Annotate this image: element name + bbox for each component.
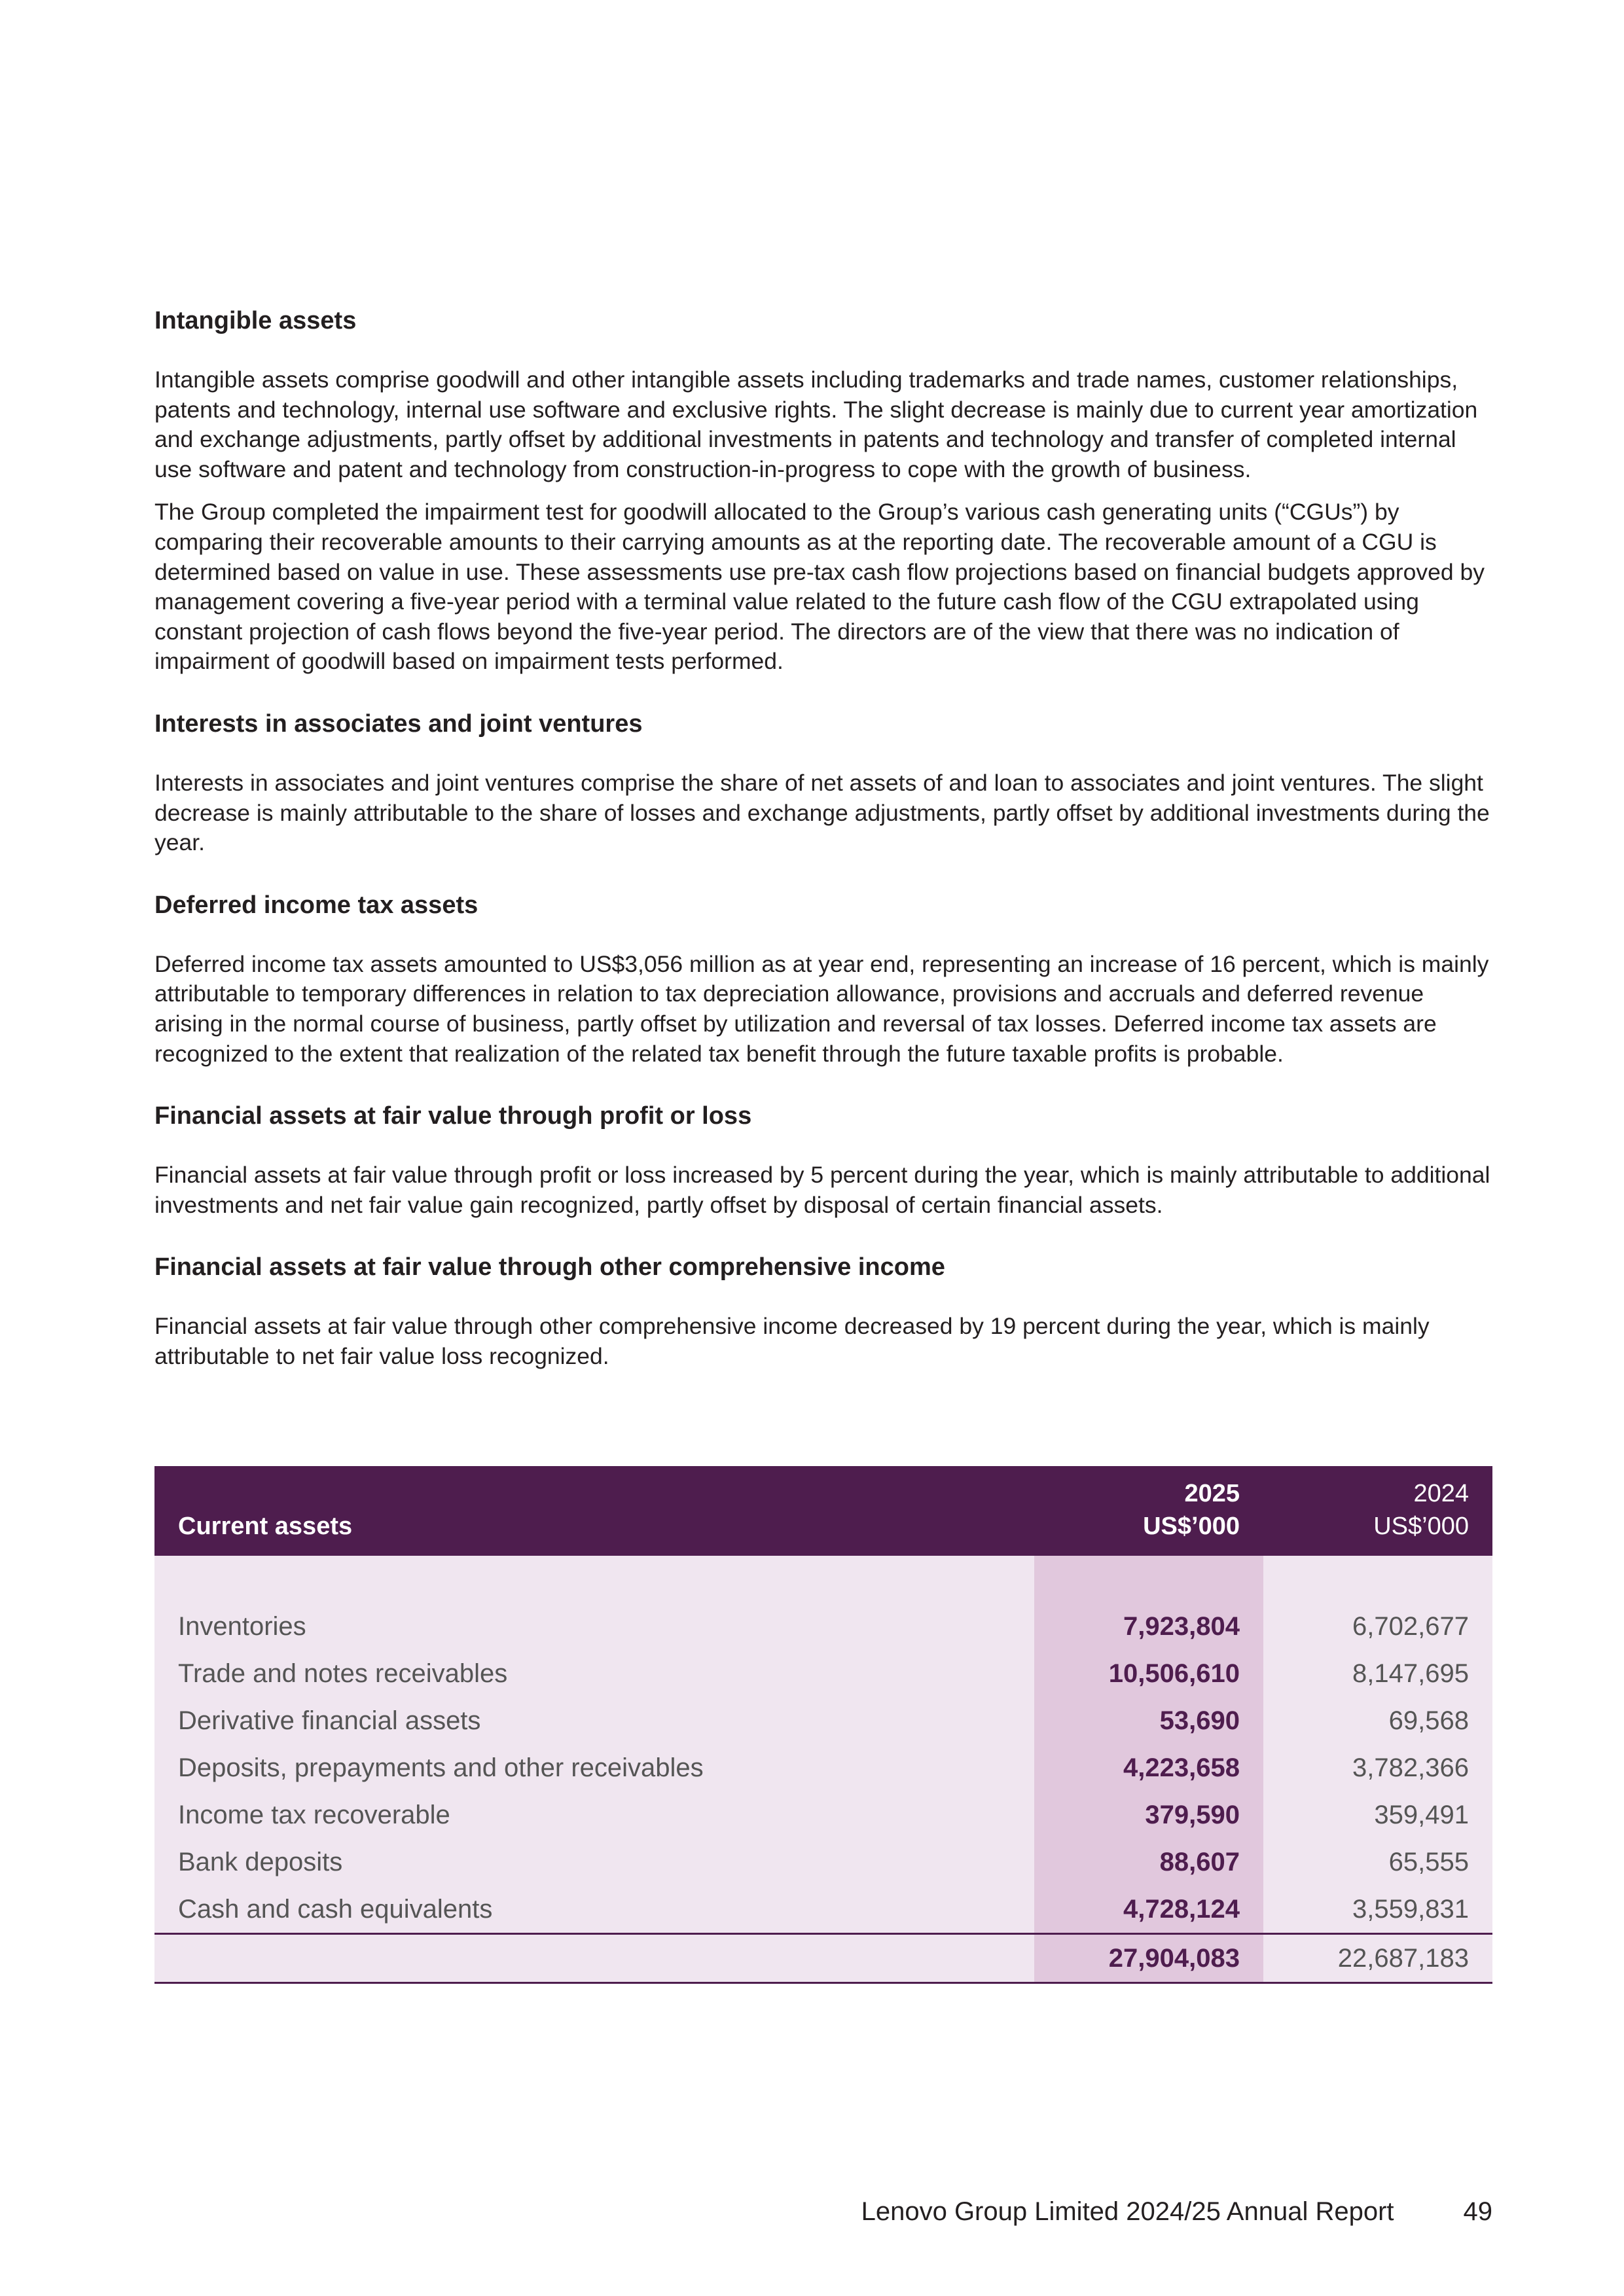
row-value-2025: 4,728,124 xyxy=(1034,1886,1263,1934)
row-label: Deposits, prepayments and other receivables xyxy=(154,1744,1034,1791)
section-heading: Financial assets at fair value through other comprehensive income xyxy=(154,1253,945,1282)
section-paragraph: Interests in associates and joint ventures comprise the share of net assets of and loan to associates and joint ventures. The slight decrease is mainly attributable to the share of losses and exchange adjustments, partly offset by additional investments during the year. xyxy=(154,769,1490,856)
row-value-2024: 359,491 xyxy=(1263,1791,1492,1839)
section-fvtpl-assets xyxy=(154,1100,1492,1220)
row-value-2024: 8,147,695 xyxy=(1263,1650,1492,1697)
section-intangible-assets xyxy=(154,305,1492,677)
row-value-2025: 88,607 xyxy=(1034,1839,1263,1886)
table-header-row xyxy=(154,1466,1492,1556)
total-value-2024: 22,687,183 xyxy=(1263,1934,1492,1983)
header-year: 2025 xyxy=(1184,1480,1240,1507)
current-assets-table-container xyxy=(154,1466,1492,1984)
section-heading: Financial assets at fair value through profit or loss xyxy=(154,1102,752,1130)
row-value-2025: 4,223,658 xyxy=(1034,1744,1263,1791)
row-label: Inventories xyxy=(154,1603,1034,1650)
row-value-2024: 3,782,366 xyxy=(1263,1744,1492,1791)
section-deferred-income-tax-assets xyxy=(154,889,1492,1069)
section-paragraph: Intangible assets comprise goodwill and other intangible assets including trademarks and trade names, customer relationships, patents and technology, internal use software and exclusive rights. The slight decrease is mainly due to current year amortization and exchange adjustments, partly offset by additional investments in patents and technology and transfer of completed internal use software and patent and technology from construction-in-progress to cope with the growth of business. xyxy=(154,367,1478,482)
table-total-row xyxy=(154,1934,1492,1983)
section-paragraph: Financial assets at fair value through other comprehensive income decreased by 19 percent during the year, which is mainly attributable to net fair value loss recognized. xyxy=(154,1313,1430,1369)
page-number: 49 xyxy=(1463,2197,1492,2226)
table-spacer-row xyxy=(154,1556,1492,1603)
row-value-2024: 3,559,831 xyxy=(1263,1886,1492,1934)
table-row xyxy=(154,1650,1492,1697)
row-value-2025: 53,690 xyxy=(1034,1697,1263,1744)
column-header-label: Current assets xyxy=(178,1513,353,1540)
section-heading: Deferred income tax assets xyxy=(154,891,478,919)
column-header-2024 xyxy=(1263,1466,1492,1556)
row-value-2025: 10,506,610 xyxy=(1034,1650,1263,1697)
row-value-2025: 379,590 xyxy=(1034,1791,1263,1839)
table-row xyxy=(154,1791,1492,1839)
section-paragraph: Deferred income tax assets amounted to US$3,056 million as at year end, representing an increase of 16 percent, which is mainly attributable to temporary differences in relation to tax depreciation allowance, provisions and accruals and deferred revenue arising in the normal course of business, partly offset by utilization and reversal of tax losses. Deferred income tax assets are recognized to the extent that realization of the related tax benefit through the future taxable profits is probable. xyxy=(154,950,1489,1067)
header-unit: US$’000 xyxy=(1373,1513,1469,1540)
row-value-2024: 6,702,677 xyxy=(1263,1603,1492,1650)
column-header-2025 xyxy=(1034,1466,1263,1556)
section-paragraph: Financial assets at fair value through profit or loss increased by 5 percent during the year, which is mainly attributable to additional investments and net fair value gain recognized, partly offset by disposal of certain financial assets. xyxy=(154,1162,1490,1218)
row-label: Income tax recoverable xyxy=(154,1791,1034,1839)
footer-report-title: Lenovo Group Limited 2024/25 Annual Report xyxy=(861,2197,1394,2226)
section-associates-joint-ventures xyxy=(154,708,1492,858)
section-paragraph: The Group completed the impairment test for goodwill allocated to the Group’s various cash generating units (“CGUs”) by comparing their recoverable amounts to their carrying amounts as at the reporting date. The recoverable amount of a CGU is determined based on value in use. These assessments use pre-tax cash flow projections based on financial budgets approved by management covering a five-year period with a terminal value related to the future cash flow of the CGU extrapolated using constant projection of cash flows beyond the five-year period. The directors are of the view that there was no indication of impairment of goodwill based on impairment tests performed. xyxy=(154,499,1485,675)
row-value-2024: 65,555 xyxy=(1263,1839,1492,1886)
header-unit: US$’000 xyxy=(1143,1513,1240,1540)
table-row xyxy=(154,1744,1492,1791)
section-heading: Interests in associates and joint ventures xyxy=(154,709,643,738)
table-row xyxy=(154,1603,1492,1650)
current-assets-table xyxy=(154,1466,1492,1984)
table-row xyxy=(154,1839,1492,1886)
section-heading: Intangible assets xyxy=(154,307,357,334)
row-value-2025: 7,923,804 xyxy=(1034,1603,1263,1650)
header-year: 2024 xyxy=(1413,1480,1469,1507)
table-row xyxy=(154,1697,1492,1744)
total-value-2025: 27,904,083 xyxy=(1034,1934,1263,1983)
row-value-2024: 69,568 xyxy=(1263,1697,1492,1744)
section-fvoci-assets xyxy=(154,1251,1492,1371)
total-label xyxy=(154,1934,1034,1983)
table-row xyxy=(154,1886,1492,1934)
row-label: Trade and notes receivables xyxy=(154,1650,1034,1697)
row-label: Bank deposits xyxy=(154,1839,1034,1886)
row-label: Cash and cash equivalents xyxy=(154,1886,1034,1934)
page-footer xyxy=(861,2197,1492,2227)
report-body xyxy=(154,305,1492,1384)
row-label: Derivative financial assets xyxy=(154,1697,1034,1744)
